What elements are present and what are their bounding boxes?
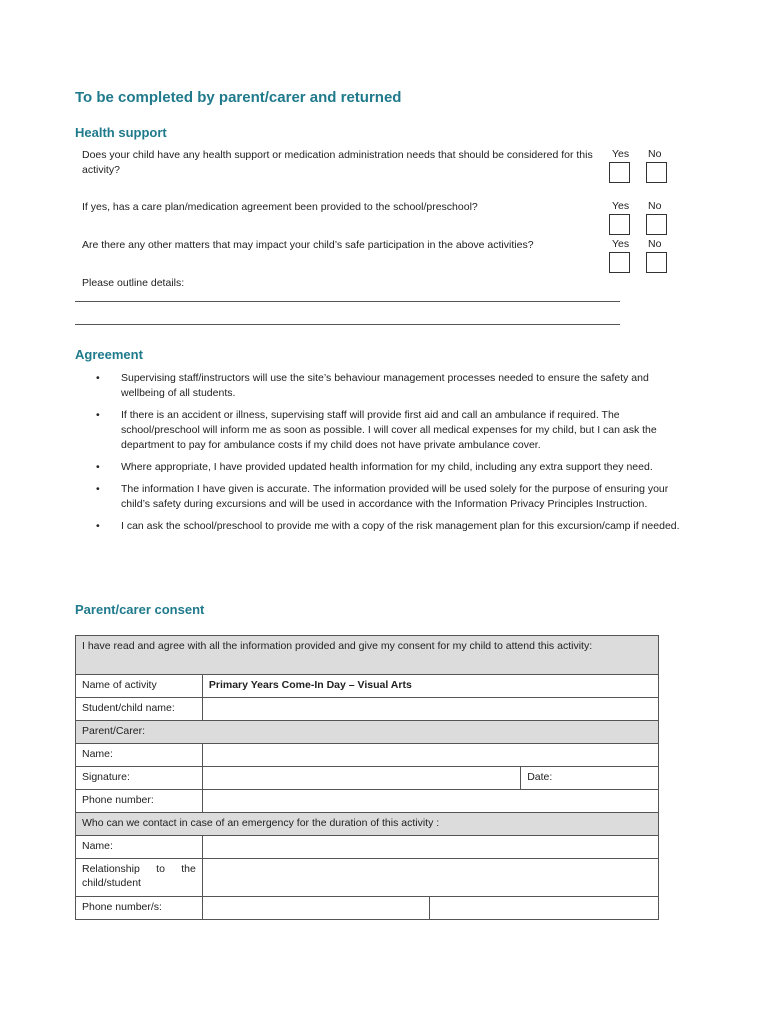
health-question-2: If yes, has a care plan/medication agreement been provided to the school/preschool? — [82, 201, 478, 213]
outline-details-label: Please outline details: — [82, 277, 185, 289]
agreement-list — [96, 371, 686, 534]
table-row — [76, 767, 659, 790]
student-name-label: Student/child name: — [76, 698, 203, 721]
agreement-heading: Agreement — [75, 347, 143, 362]
health-question-3: Are there any other matters that may impact your child’s safe participation in the above activities? — [82, 239, 534, 251]
relationship-label: Relationship to the child/student — [76, 859, 203, 897]
agreement-item — [96, 371, 686, 401]
agreement-item-text: I can ask the school/preschool to provide me with a copy of the risk management plan for this excursion/camp if needed. — [121, 520, 680, 532]
q1-yes-checkbox[interactable] — [609, 162, 630, 183]
health-support-heading: Health support — [75, 125, 167, 140]
emergency-phones-label: Phone number/s: — [76, 897, 203, 920]
table-row — [76, 790, 659, 813]
emergency-phone-field-2[interactable] — [430, 897, 659, 920]
agreement-item-text: Where appropriate, I have provided updated health information for my child, including any extra support they need. — [121, 461, 653, 473]
date-field[interactable] — [521, 767, 659, 790]
details-line-1[interactable] — [75, 301, 620, 302]
table-row — [76, 859, 659, 897]
relationship-field[interactable] — [202, 859, 658, 897]
q2-no-label: No — [648, 200, 662, 212]
health-question-1: Does your child have any health support or medication administration needs that should be considered for this activity? — [82, 149, 593, 176]
parent-carer-header: Parent/Carer: — [76, 721, 659, 744]
table-row — [76, 721, 659, 744]
q1-no-label: No — [648, 148, 662, 160]
agreement-item-text: The information I have given is accurate. The information provided will be used solely for the purpose of ensuring your child’s safety during excursions and will be used in accordance with the Information Privacy Principles Instruction. — [121, 483, 669, 510]
consent-table — [75, 635, 659, 920]
table-row — [76, 836, 659, 859]
q3-yes-label: Yes — [612, 238, 630, 250]
table-row — [76, 744, 659, 767]
details-line-2[interactable] — [75, 324, 620, 325]
table-row — [76, 636, 659, 675]
signature-field[interactable] — [202, 767, 520, 790]
q1-yes-label: Yes — [612, 148, 630, 160]
bullet-point: • — [96, 409, 100, 421]
emergency-name-field[interactable] — [202, 836, 658, 859]
emergency-phone-field-1[interactable] — [202, 897, 430, 920]
consent-heading: Parent/carer consent — [75, 602, 205, 617]
date-label: Date: — [527, 771, 553, 783]
form-title: To be completed by parent/carer and returned — [75, 89, 402, 106]
q3-yes-checkbox[interactable] — [609, 252, 630, 273]
agreement-item — [96, 408, 686, 453]
agreement-item — [96, 482, 686, 512]
q3-no-label: No — [648, 238, 662, 250]
agreement-item-text: Supervising staff/instructors will use the site’s behaviour management processes needed to ensure the safety and wellbeing of all students. — [121, 372, 649, 399]
q2-yes-label: Yes — [612, 200, 630, 212]
consent-intro: I have read and agree with all the information provided and give my consent for my child to attend this activity: — [76, 636, 659, 675]
bullet-point: • — [96, 520, 100, 532]
q1-no-checkbox[interactable] — [646, 162, 667, 183]
agreement-item — [96, 519, 686, 534]
table-row — [76, 675, 659, 698]
q3-no-checkbox[interactable] — [646, 252, 667, 273]
q2-yes-checkbox[interactable] — [609, 214, 630, 235]
bullet-point: • — [96, 461, 100, 473]
agreement-item — [96, 460, 686, 475]
emergency-name-label: Name: — [76, 836, 203, 859]
agreement-item-text: If there is an accident or illness, supervising staff will provide first aid and call an ambulance if required. The school/preschool will inform me as soon as possible. I will cover all medical expenses for my child, but I can ask the department to pay for ambulance costs if my child does not have private ambulance cover. — [121, 409, 657, 451]
q2-no-checkbox[interactable] — [646, 214, 667, 235]
bullet-point: • — [96, 483, 100, 495]
phone-field[interactable] — [202, 790, 658, 813]
bullet-point: • — [96, 372, 100, 384]
parent-name-label: Name: — [76, 744, 203, 767]
table-row — [76, 698, 659, 721]
signature-label: Signature: — [76, 767, 203, 790]
table-row — [76, 897, 659, 920]
activity-value: Primary Years Come-In Day – Visual Arts — [202, 675, 658, 698]
phone-label: Phone number: — [76, 790, 203, 813]
emergency-contact-header: Who can we contact in case of an emergency for the duration of this activity : — [76, 813, 659, 836]
activity-label: Name of activity — [76, 675, 203, 698]
student-name-field[interactable] — [202, 698, 658, 721]
parent-name-field[interactable] — [202, 744, 658, 767]
table-row — [76, 813, 659, 836]
